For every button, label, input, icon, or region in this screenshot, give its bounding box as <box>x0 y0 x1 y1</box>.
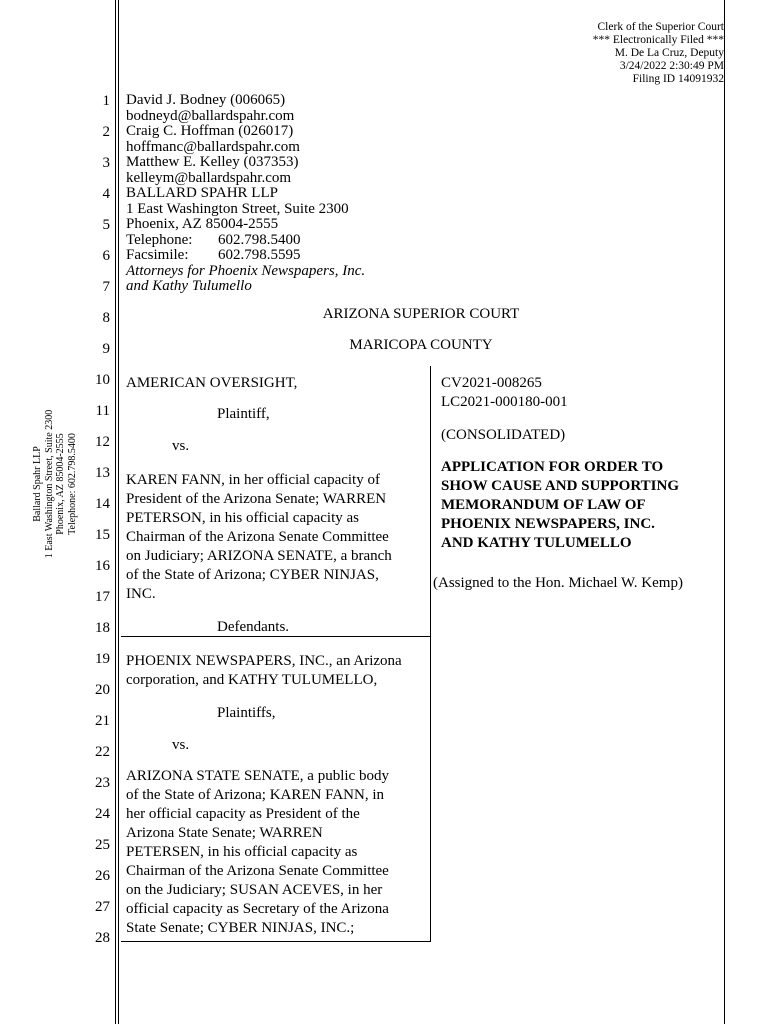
counsel-block <box>126 93 365 295</box>
left-margin-rule-inner <box>118 0 119 1024</box>
telephone-line <box>126 233 365 249</box>
case-number-2: LC2021-000180-001 <box>441 394 568 410</box>
caption1-defendants-line: on Judiciary; ARIZONA SENATE, a branch <box>126 548 392 564</box>
efiling-stamp <box>520 21 724 86</box>
line-number: 21 <box>95 713 110 729</box>
line-number: 24 <box>95 806 110 822</box>
line-number: 25 <box>95 837 110 853</box>
attorneys-for-line-2: and Kathy Tulumello <box>126 278 252 294</box>
caption1-plaintiff-role: Plaintiff, <box>217 406 270 422</box>
line-number: 10 <box>95 372 110 388</box>
caption2-plaintiffs-role: Plaintiffs, <box>217 705 276 721</box>
facsimile-label: Facsimile: <box>126 247 189 263</box>
line-number: 1 <box>102 93 110 109</box>
consolidated-label: (CONSOLIDATED) <box>441 427 566 443</box>
right-margin-rule <box>724 0 725 1024</box>
line-number: 26 <box>95 868 110 884</box>
caption2-vs: vs. <box>172 737 190 753</box>
line-number: 13 <box>95 465 110 481</box>
line-number: 7 <box>102 279 110 295</box>
line-number: 9 <box>102 341 110 357</box>
attorney-email: kelleym@ballardspahr.com <box>126 169 292 186</box>
line-number: 4 <box>102 186 110 202</box>
caption1-vs: vs. <box>172 438 190 454</box>
telephone-number: 602.798.5400 <box>218 231 301 248</box>
document-title-line: MEMORANDUM OF LAW OF <box>441 497 646 513</box>
caption1-defendants-line: KAREN FANN, in her official capacity of <box>126 472 380 488</box>
document-title-line: AND KATHY TULUMELLO <box>441 535 632 551</box>
stamp-datetime: 3/24/2022 2:30:49 PM <box>619 60 724 72</box>
caption1-defendants-role: Defendants. <box>217 619 290 635</box>
document-title-line: APPLICATION FOR ORDER TO <box>441 459 664 475</box>
firm-margin-block <box>32 364 80 604</box>
facsimile-line <box>126 248 365 264</box>
line-number: 3 <box>102 155 110 171</box>
caption2-defendants-line: her official capacity as President of the <box>126 806 360 822</box>
line-number: 18 <box>95 620 110 636</box>
attorney-email: bodneyd@ballardspahr.com <box>126 107 295 124</box>
caption1-defendants-line: Chairman of the Arizona Senate Committee <box>126 529 389 545</box>
caption1-plaintiff: AMERICAN OVERSIGHT, <box>126 375 298 391</box>
document-title-line: PHOENIX NEWSPAPERS, INC. <box>441 516 655 532</box>
caption1-defendants-line: President of the Arizona Senate; WARREN <box>126 491 387 507</box>
case-number-1: CV2021-008265 <box>441 375 542 391</box>
caption2-defendants-line: Arizona State Senate; WARREN <box>126 825 323 841</box>
margin-firm-name: Ballard Spahr LLP <box>32 446 43 522</box>
attorney-name: David J. Bodney (006065) <box>126 92 286 108</box>
caption1-defendants-line: PETERSON, in his official capacity as <box>126 510 360 526</box>
caption2-defendants-line: of the State of Arizona; KAREN FANN, in <box>126 787 385 803</box>
caption2-defendants-line: Chairman of the Arizona Senate Committee <box>126 863 389 879</box>
caption2-defendants-line: official capacity as Secretary of the Arizona <box>126 901 389 917</box>
stamp-clerk: Clerk of the Superior Court <box>597 21 724 33</box>
line-number: 27 <box>95 899 110 915</box>
caption-bottom-rule <box>121 941 431 942</box>
line-number: 16 <box>95 558 110 574</box>
line-number: 19 <box>95 651 110 667</box>
court-name: ARIZONA SUPERIOR COURT <box>322 306 520 322</box>
court-county: MARICOPA COUNTY <box>349 337 493 353</box>
telephone-label: Telephone: <box>126 231 193 248</box>
line-number: 11 <box>95 403 110 419</box>
stamp-efiled: *** Electronically Filed *** <box>592 34 724 46</box>
caption2-defendants-line: on the Judiciary; SUSAN ACEVES, in her <box>126 882 383 898</box>
stamp-filing-id: Filing ID 14091932 <box>632 73 724 85</box>
firm-street: 1 East Washington Street, Suite 2300 <box>126 200 349 217</box>
caption2-plaintiffs-line: corporation, and KATHY TULUMELLO, <box>126 672 378 688</box>
attorney-email: hoffmanc@ballardspahr.com <box>126 138 300 155</box>
line-number: 2 <box>102 124 110 140</box>
line-number: 23 <box>95 775 110 791</box>
caption2-plaintiffs-line: PHOENIX NEWSPAPERS, INC., an Arizona <box>126 653 402 669</box>
caption1-defendants-line: INC. <box>126 586 156 602</box>
caption2-defendants-line: PETERSEN, in his official capacity as <box>126 844 358 860</box>
margin-street: 1 East Washington Street, Suite 2300 <box>43 409 55 559</box>
line-number: 12 <box>95 434 110 450</box>
line-number: 6 <box>102 248 110 264</box>
line-number: 15 <box>95 527 110 543</box>
line-number: 28 <box>95 930 110 946</box>
line-number: 8 <box>102 310 110 326</box>
margin-city: Phoenix, AZ 85004-2555 <box>55 433 66 535</box>
line-number: 14 <box>95 496 110 512</box>
firm-city: Phoenix, AZ 85004-2555 <box>126 216 279 232</box>
caption-divider <box>430 366 431 942</box>
caption2-defendants-line: State Senate; CYBER NINJAS, INC.; <box>126 920 355 936</box>
left-margin-rule-outer <box>115 0 116 1024</box>
line-number: 17 <box>95 589 110 605</box>
attorneys-for-line-1: Attorneys for Phoenix Newspapers, Inc. <box>126 262 366 279</box>
stamp-deputy: M. De La Cruz, Deputy <box>614 47 724 59</box>
caption2-defendants-line: ARIZONA STATE SENATE, a public body <box>126 768 389 784</box>
margin-phone: Telephone: 602.798.5400 <box>66 433 78 535</box>
document-title-line: SHOW CAUSE AND SUPPORTING <box>441 478 679 494</box>
line-number: 20 <box>95 682 110 698</box>
line-number: 22 <box>95 744 110 760</box>
caption1-defendants-line: of the State of Arizona; CYBER NINJAS, <box>126 567 379 583</box>
facsimile-number: 602.798.5595 <box>218 247 301 263</box>
firm-name: BALLARD SPAHR LLP <box>126 185 278 201</box>
line-number: 5 <box>102 217 110 233</box>
attorney-name: Craig C. Hoffman (026017) <box>126 123 294 139</box>
attorney-name: Matthew E. Kelley (037353) <box>126 154 299 170</box>
assigned-judge: (Assigned to the Hon. Michael W. Kemp) <box>433 575 683 591</box>
